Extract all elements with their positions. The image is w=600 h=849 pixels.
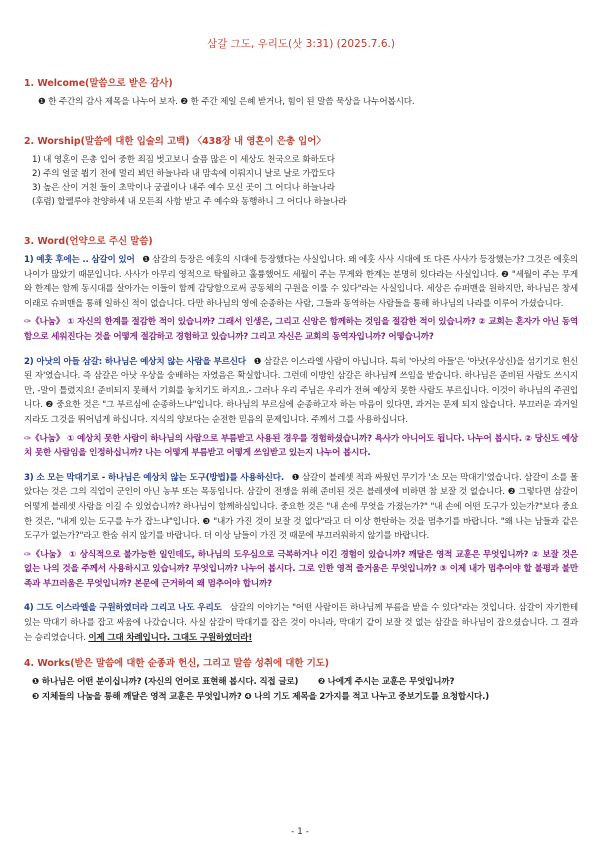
- point-3-body: ❶ 삼갈이 블레셋 적과 싸웠던 무기가 '소 모는 막대기'였습니다. 삼갈이 소를 몰았다는 것은 그의 직업이 군인이 아닌 농부 또는 목동임니다. 삼갈이 전쟁을 위해 준비된 것은 블레셋에 비하면 참 보잘 것 없습니다. ❷ 그렇다면 삼갈이 어떻게 블레셋 사람을 이길 수 있었습니까? 하나님이 함께하심입니다. 중요한 것은 "내 손에 무엇을 가졌는가?" "내 손에 어떤 도구가 있는가?"보다 중요한 것은, "내게 있는 도구를 누가 잡느냐"입니다. ❸ "내가 가진 것이 보잘 것 없다"라고 더 이상 한탄하는 것을 멈추기를 바랍니다. "왜 나는 남들과 같은 도구가 없는가?"라고 한숨 쉬지 않기를 바랍니다. 더 이상 남들이 가진 것 때문에 부끄러워하지 않기를 바랍니다.: [24, 472, 578, 542]
- point-1-body: ❶ 삼갈의 등장은 에훗의 시대에 등장했다는 사실입니다. 왜 에훗 사사 시대에 또 다른 사사가 등장했는가? 그것은 에훗의 나이가 많았기 때문입니다. 사사가 아무리 영적으로 탁월하고 훌륭했어도 세월이 주는 무게와 한계는 분명히 있다라는 사실입니다. ❷ "세월이 주는 무게와 한계는 함께 동시대를 살아가는 이들이 함께 감당함으로써 공동체의 구원을 이룰 수 있다"라는 사실입니다. 세상은 슈퍼맨을 원하지만, 하나님은 창세 이래로 슈퍼맨을 통해 일하신 적이 없습니다. 다만 하나님의 영에 순종하는 사람, 그들과 동역하는 사람들을 통해 하나님의 나라를 이루어 가셨습니다.: [24, 255, 578, 309]
- point-3-sharing: ✑《나눔》 ① 상식적으로 불가능한 일인데도, 하나님의 도우심으로 극복하거나 이긴 경험이 있습니까? 깨달은 영적 교훈은 무엇입니까? ② 보잘 것은 없는 나의 것을 주께서 사용하시고 있습니까? 무엇입니까? 나누어 봅시다. 그로 인한 영적 즐거움은 무엇입니까? ③ 이제 내가 멈추어야 할 불평과 불만족과 부끄러움은 무엇입니까? 본문에 근거하여 왜 멈추어야 합니까?: [24, 549, 578, 589]
- works-question-3-4: ❸ 지체들의 나눔을 통해 깨달은 영적 교훈은 무엇입니까? ❹ 나의 기도 제목을 2가지를 적고 나누고 중보기도를 요청합시다.): [32, 692, 489, 703]
- hymn-verse-2: 2) 주의 얼굴 뵙기 전에 멀리 뵈던 하늘나라 내 맘속에 이뤄지니 날로 날로 가깝도다: [32, 169, 335, 179]
- hymn-verse-3: 3) 높은 산이 거친 들이 초막이나 궁궐이나 내주 예수 모신 곳이 그 어디나 하늘나라: [32, 183, 335, 193]
- word-point-4: [24, 601, 578, 645]
- point-4-emphasis: 이제 그대 차례입니다. 그대도 구원하였더라!: [88, 632, 253, 643]
- word-point-3: [24, 471, 578, 592]
- point-2-body: ❶ 삼갈은 이스라엘 사람이 아닙니다. 특히 '아낫의 아들'은 '아낫(우상신)을 섬기기로 헌신된 자'였습니다. 즉 삼갈은 아낫 우상을 숭배하는 자였음은 확실합니다. 그런데 이방인 삼갈은 하나님께 쓰임을 받습니다. 하나님은 준비된 사람도 쓰시지만, -말이 틀렸지요! 준비되지 못해서 기회를 놓치기도 하지요.- 그러나 우리 주님은 우리가 전혀 예상치 못한 사람도 부르십니다. 이것이 하나님의 주권입니다. ❷ 중요한 것은 "그 부르심에 순종하느냐"입니다. 하나님의 부르심에 순종하고자 하는 마음이 있다면, 과거는 문제 되지 않습니다. 부끄러운 과거일지라도 그것을 뛰어넘게 하십니다. 지식의 양보다는 순전한 믿음의 문제입니다. 주께서 그를 사용하십니다.: [24, 356, 578, 425]
- point-1-title: 1) 예훗 후에는 .. 삼갈이 있어: [24, 255, 135, 265]
- works-section: [24, 655, 578, 705]
- hymn-refrain: (후렴) 할렐루야 찬양하세 내 모든죄 사함 받고 주 예수와 동행하니 그 어디나 하늘나라: [32, 197, 347, 207]
- works-heading: 4. Works(받은 말씀에 대한 순종과 헌신, 그리고 말씀 성취에 대한 기도): [24, 658, 330, 670]
- point-4-body: 삼갈의 이야기는 "어떤 사람이든 하나님께 부름을 받을 수 있다"라는 것입니다. 삼갈이 자기한테 있는 막대기 하나를 잡고 싸움에 나갔습니다. 사실 삼갈이 막대기를 잡은 것이 아니라, 막대기 같이 보잘 것 없는 삼갈을 하나님이 잡으셨습니다. 그 결과는 승리였습니다.: [24, 603, 578, 643]
- word-point-2: [24, 355, 578, 461]
- works-question-1: ❶ 하나님은 어떤 분이십니까? (자신의 언어로 표현해 봅시다. 직접 글로): [32, 677, 299, 688]
- word-point-1: [24, 253, 578, 345]
- point-2-title: 2) 아낫의 아들 삼갈: 하나님은 예상치 않는 사람을 부르신다: [24, 356, 246, 367]
- works-question-2: ❷ 나에게 주시는 교훈은 무엇입니까?: [317, 677, 455, 688]
- point-4-title: 4) 그도 이스라엘을 구원하였더라 그리고 나도 우리도: [24, 603, 222, 614]
- document-title: 삼갈 그도, 우리도(삿 3:31) (2025.7.6.): [207, 38, 395, 50]
- point-3-title: 3) 소 모는 막대기로 - 하나님은 예상치 않는 도구(방법)를 사용하신다.: [24, 472, 284, 483]
- worship-heading: 2. Worship(말씀에 대한 입술의 고백) 〈438장 내 영혼이 은총 입어〉: [24, 136, 326, 147]
- point-1-sharing: ✑《나눔》 ① 자신의 한계를 절감한 적이 있습니까? 그래서 인생은, 그리고 신앙은 함께하는 것임을 절감한 적이 있습니까? ② 교회는 혼자가 아닌 동역함으로 세워진다는 것을 어떻게 절감하고 경험하고 있습니까? 그리고 자신은 교회의 동역자입니까? 어떻습니까?: [24, 317, 578, 342]
- word-section: [24, 233, 578, 645]
- welcome-heading: 1. Welcome(말씀으로 받은 감사): [24, 78, 173, 89]
- worship-section: [24, 133, 578, 209]
- welcome-section: [24, 75, 578, 109]
- word-heading: 3. Word(언약으로 주신 말씀): [24, 236, 153, 247]
- hymn-verse-1: 1) 내 영혼이 은총 입어 중한 죄짐 벗고보니 슬픔 많은 이 세상도 천국으로 화하도다: [32, 155, 335, 165]
- welcome-line: ❶ 한 주간의 감사 제목을 나누어 보자. ❷ 한 주간 제일 은혜 받거나, 힘이 된 말씀 묵상을 나누어봅시다.: [38, 97, 415, 107]
- point-2-sharing: ✑《나눔》 ① 예상치 못한 사람이 하나님의 사람으로 부름받고 사용된 경우를 경험하셨습니까? 욕사가 아니어도 됩니다. 나누어 봅시다. ② 당신도 예상치 못한 사람임을 인정하십니까? 나는 어떻게 부름받고 어떻게 쓰임받고 있는지 나누어 봅시다.: [24, 433, 578, 459]
- page-number: - 1 -: [291, 827, 309, 837]
